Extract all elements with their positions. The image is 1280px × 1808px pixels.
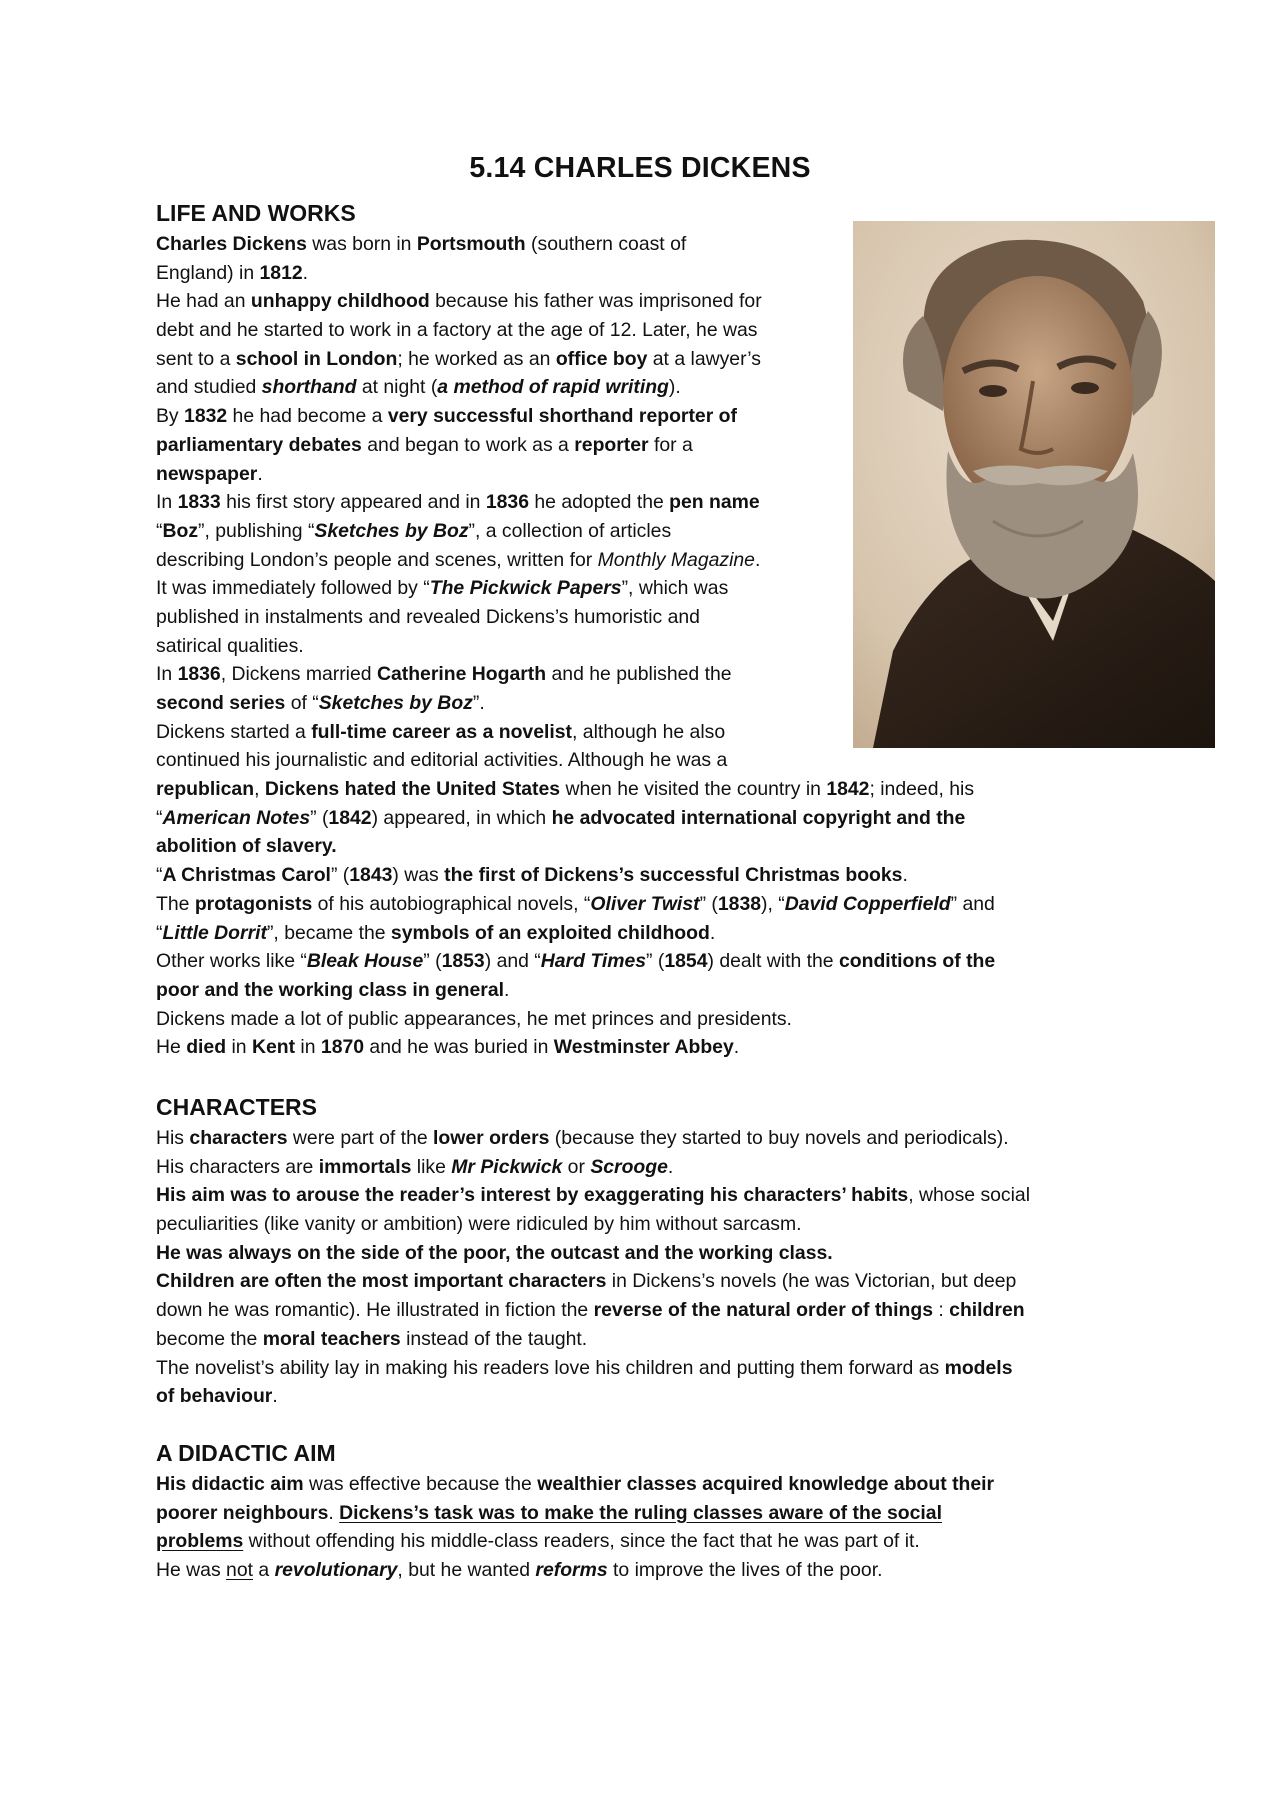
text-run: sent to a [156,347,236,370]
text-run: and began to work as a [361,433,575,456]
section-heading: A DIDACTIC AIM [156,1440,336,1466]
text-run: He had an [156,290,251,313]
text-run: reporter [574,433,649,456]
text-run: ) and “ [484,950,541,973]
text-run: very successful shorthand reporter of [387,405,737,428]
text-run: for a [648,433,693,456]
text-run: conditions of the [838,950,996,973]
text-run: debt and he started to work in a factory at the age of 12. Later, he was [156,319,758,342]
text-run: . [272,1385,278,1408]
text-run: protagonists [194,892,313,915]
text-line [156,890,1156,919]
text-run: . [257,462,263,485]
text-run: . [754,548,761,571]
text-run: was born in [306,233,417,255]
text-run: Dickens’s task was to make the ruling classes aware of the social [339,1501,942,1524]
text-run: problems [156,1530,244,1553]
text-line [156,402,1156,431]
text-run: at a lawyer’s [647,347,761,370]
text-run: ” ( [646,950,665,973]
section-characters [156,1090,1156,1411]
text-run: ” ( [330,864,350,887]
text-line [156,1005,1156,1034]
text-run: In [156,491,178,514]
text-run: to improve the lives of the poor. [607,1559,883,1582]
text-run: characters [189,1127,288,1149]
text-run: In [156,663,178,686]
text-run: not [226,1559,254,1582]
text-run: revolutionary [274,1559,398,1582]
text-run: shorthand [261,376,357,399]
text-run: of “ [285,692,319,714]
text-run: poorer neighbours [156,1501,329,1524]
section-life-and-works [156,196,1156,1062]
text-run: ”, publishing “ [198,519,315,542]
text-line [156,660,1156,689]
text-run: of behaviour [156,1385,273,1408]
text-run: immortals [318,1155,412,1178]
text-line [156,689,1156,718]
text-run: Dickens hated the United States [264,778,561,801]
text-line [156,1124,1156,1153]
text-run: peculiarities (like vanity or ambition) were ridiculed by him without sarcasm. [156,1213,802,1236]
text-run: His [156,1127,190,1149]
text-line [156,746,1156,775]
text-run: second series [156,692,286,714]
text-run: moral teachers [262,1327,401,1350]
text-run: He was always on the side of the poor, the outcast and the working class. [156,1241,833,1264]
text-run: parliamentary debates [156,433,362,456]
text-line [156,1239,1156,1268]
text-run: ; he worked as an [397,347,556,370]
text-run: Dickens made a lot of public appearances, he met princes and presidents. [156,1007,792,1030]
text-run: 1842 [328,806,372,829]
text-run: David Copperfield [784,892,951,915]
text-run: describing London’s people and scenes, written for [156,548,598,571]
section-body [156,1124,1156,1411]
text-run: 1836 [177,663,221,686]
text-run: Dickens started a [156,720,312,743]
text-run: a [253,1559,275,1582]
text-line [156,775,1156,804]
text-run: models [944,1356,1013,1379]
text-line [156,919,1156,948]
text-run: . [302,261,309,284]
text-run: a method of rapid writing [437,376,669,399]
text-line [156,259,1156,288]
text-line [156,488,1156,517]
text-run: down he was romantic). He illustrated in fiction the [156,1299,594,1322]
text-run: ). [668,376,681,399]
text-run: Boz [162,519,199,542]
text-run: , although he also [572,720,726,743]
text-run: of his autobiographical novels, “ [312,892,591,915]
text-line [156,230,1156,259]
text-run: , but he wanted [397,1559,536,1582]
text-run: ”. [472,692,485,714]
section-body [156,1470,1156,1585]
text-line [156,546,1156,575]
text-run: Kent [251,1036,296,1059]
text-run: unhappy childhood [250,290,430,313]
text-run: pen name [669,491,760,514]
text-line [156,632,1156,661]
text-run: in Dickens’s novels (he was Victorian, but deep [606,1270,1017,1293]
text-run: lower orders [433,1127,550,1149]
text-run: , Dickens married [220,663,377,686]
text-run: Mr Pickwick [451,1155,563,1178]
text-run: “ [156,519,163,542]
text-run: continued his journalistic and editorial activities. Although he was a [156,749,728,772]
text-line [156,1033,1156,1062]
text-line [156,373,1156,402]
text-run: . [709,921,716,944]
text-run: died [186,1036,227,1059]
text-line [156,804,1156,833]
text-run: full-time career as a novelist [311,720,573,743]
text-line [156,1210,1156,1239]
text-run: (because they started to buy novels and periodicals). [549,1127,1009,1149]
text-line [156,431,1156,460]
text-run: 1836 [485,491,529,514]
text-run: Portsmouth [416,233,526,255]
text-run: Bleak House [306,950,424,973]
text-run: 1854 [664,950,708,973]
text-line [156,1499,1156,1528]
text-run: American Notes [162,806,311,829]
text-run: Little Dorrit [162,921,267,944]
text-run: ” ( [310,806,329,829]
text-run: 1870 [320,1036,365,1059]
text-run: He [156,1036,187,1059]
text-run: and studied [156,376,262,399]
text-line [156,1354,1156,1383]
text-line [156,947,1156,976]
text-run: his first story appeared and in [220,491,486,514]
text-run: Catherine Hogarth [376,663,547,686]
text-run: ”, which was [621,577,729,600]
text-run: and he published the [546,663,732,686]
text-line [156,345,1156,374]
text-run: was effective because the [303,1473,538,1495]
text-run: reverse of the natural order of things [593,1299,933,1322]
text-line [156,1153,1156,1182]
text-run: . [667,1155,674,1178]
text-run: ) dealt with the [707,950,839,973]
text-run: ”, became the [266,921,391,944]
text-run: . [902,864,908,887]
text-run: 1853 [441,950,485,973]
text-run: children [949,1299,1025,1322]
text-run: school in London [235,347,398,370]
text-run: ” ( [423,950,442,973]
text-run: he had become a [227,405,388,428]
text-run: Hard Times [540,950,647,973]
text-run: he adopted the [529,491,670,514]
text-line [156,574,1156,603]
text-run: 1838 [717,892,762,915]
text-run: . [733,1036,740,1059]
text-line [156,832,1156,861]
text-run: 1812 [259,261,303,284]
text-run: when he visited the country in [560,778,827,801]
text-run: become the [156,1327,263,1350]
section-body [156,230,1156,1062]
page-title: 5.14 CHARLES DICKENS [469,152,811,184]
text-run: Scrooge [590,1155,668,1178]
text-run: published in instalments and revealed Dickens’s humoristic and [156,605,700,628]
text-run: instead of the taught. [400,1327,588,1350]
text-run: ” ( [699,892,718,915]
text-run: in [295,1036,321,1059]
text-run: The [156,892,195,915]
text-run: “ [156,921,163,944]
text-run: Oliver Twist [590,892,700,915]
text-line [156,517,1156,546]
text-line [156,1267,1156,1296]
text-line [156,1470,1156,1499]
text-run: poor and the working class in general [156,978,505,1001]
text-run: “ [156,806,163,829]
text-run: The novelist’s ability lay in making his readers love his children and putting them forward as [156,1356,945,1379]
text-run: office boy [555,347,648,370]
section-a-didactic-aim [156,1436,1156,1585]
text-line [156,316,1156,345]
text-run: . [328,1501,340,1524]
text-run: the first of Dickens’s successful Christmas books [444,864,903,887]
text-run: England) in [156,261,260,284]
text-run: , whose social [908,1184,1031,1207]
text-run: satirical qualities. [156,634,304,657]
text-run: A Christmas Carol [162,864,331,887]
text-run: “ [156,864,163,887]
text-run: : [932,1299,950,1322]
text-run: ; indeed, his [869,778,975,801]
text-run: symbols of an exploited childhood [390,921,710,944]
text-run: The Pickwick Papers [429,577,622,600]
text-line [156,1556,1156,1585]
text-run: (southern coast of [525,233,687,255]
text-run: 1832 [184,405,228,428]
text-run: ) was [392,864,445,887]
text-run: 1833 [177,491,221,514]
text-run: were part of the [287,1127,434,1149]
section-heading: CHARACTERS [156,1094,317,1120]
text-run: abolition of slavery. [156,835,337,858]
text-run: Charles Dickens [156,233,307,255]
text-run: 1843 [349,864,393,887]
text-run: Sketches by Boz [318,692,473,714]
text-line [156,460,1156,489]
text-line [156,1527,1156,1556]
text-run: His didactic aim [156,1473,304,1495]
text-run: ), “ [761,892,785,915]
text-run: Monthly Magazine [597,548,755,571]
text-run: and he was buried in [364,1036,554,1059]
text-line [156,1382,1156,1411]
text-line [156,1181,1156,1210]
text-run: like [411,1155,452,1178]
text-run: wealthier classes acquired knowledge about their [537,1473,995,1495]
text-line [156,976,1156,1005]
text-run: ” and [950,892,995,915]
text-run: ) appeared, in which [371,806,552,829]
text-run: newspaper [156,462,258,485]
text-run: republican [156,778,255,801]
text-line [156,287,1156,316]
text-run: because his father was imprisoned for [429,290,762,313]
text-run: , [254,778,265,801]
text-run: ”, a collection of articles [468,519,672,542]
text-run: he advocated international copyright and the [551,806,966,829]
text-run: at night ( [356,376,438,399]
text-run: Children are often the most important characters [156,1270,607,1293]
text-line [156,1325,1156,1354]
text-run: in [226,1036,252,1059]
text-run: . [504,978,510,1001]
text-line [156,1296,1156,1325]
text-run: It was immediately followed by “ [156,577,430,600]
text-line [156,603,1156,632]
text-run: without offending his middle-class readers, since the fact that he was part of it. [243,1530,920,1553]
text-run: He was [156,1559,227,1582]
text-run: Sketches by Boz [314,519,469,542]
text-line [156,861,1156,890]
text-run: By [156,405,185,428]
text-run: or [562,1155,591,1178]
text-run: reforms [535,1559,608,1582]
text-line [156,718,1156,747]
text-run: His characters are [156,1155,319,1178]
text-run: Westminster Abbey [553,1036,734,1059]
text-run: 1842 [826,778,870,801]
text-run: Other works like “ [156,950,307,973]
section-heading: LIFE AND WORKS [156,200,356,226]
text-run: His aim was to arouse the reader’s interest by exaggerating his characters’ habits [156,1184,909,1207]
